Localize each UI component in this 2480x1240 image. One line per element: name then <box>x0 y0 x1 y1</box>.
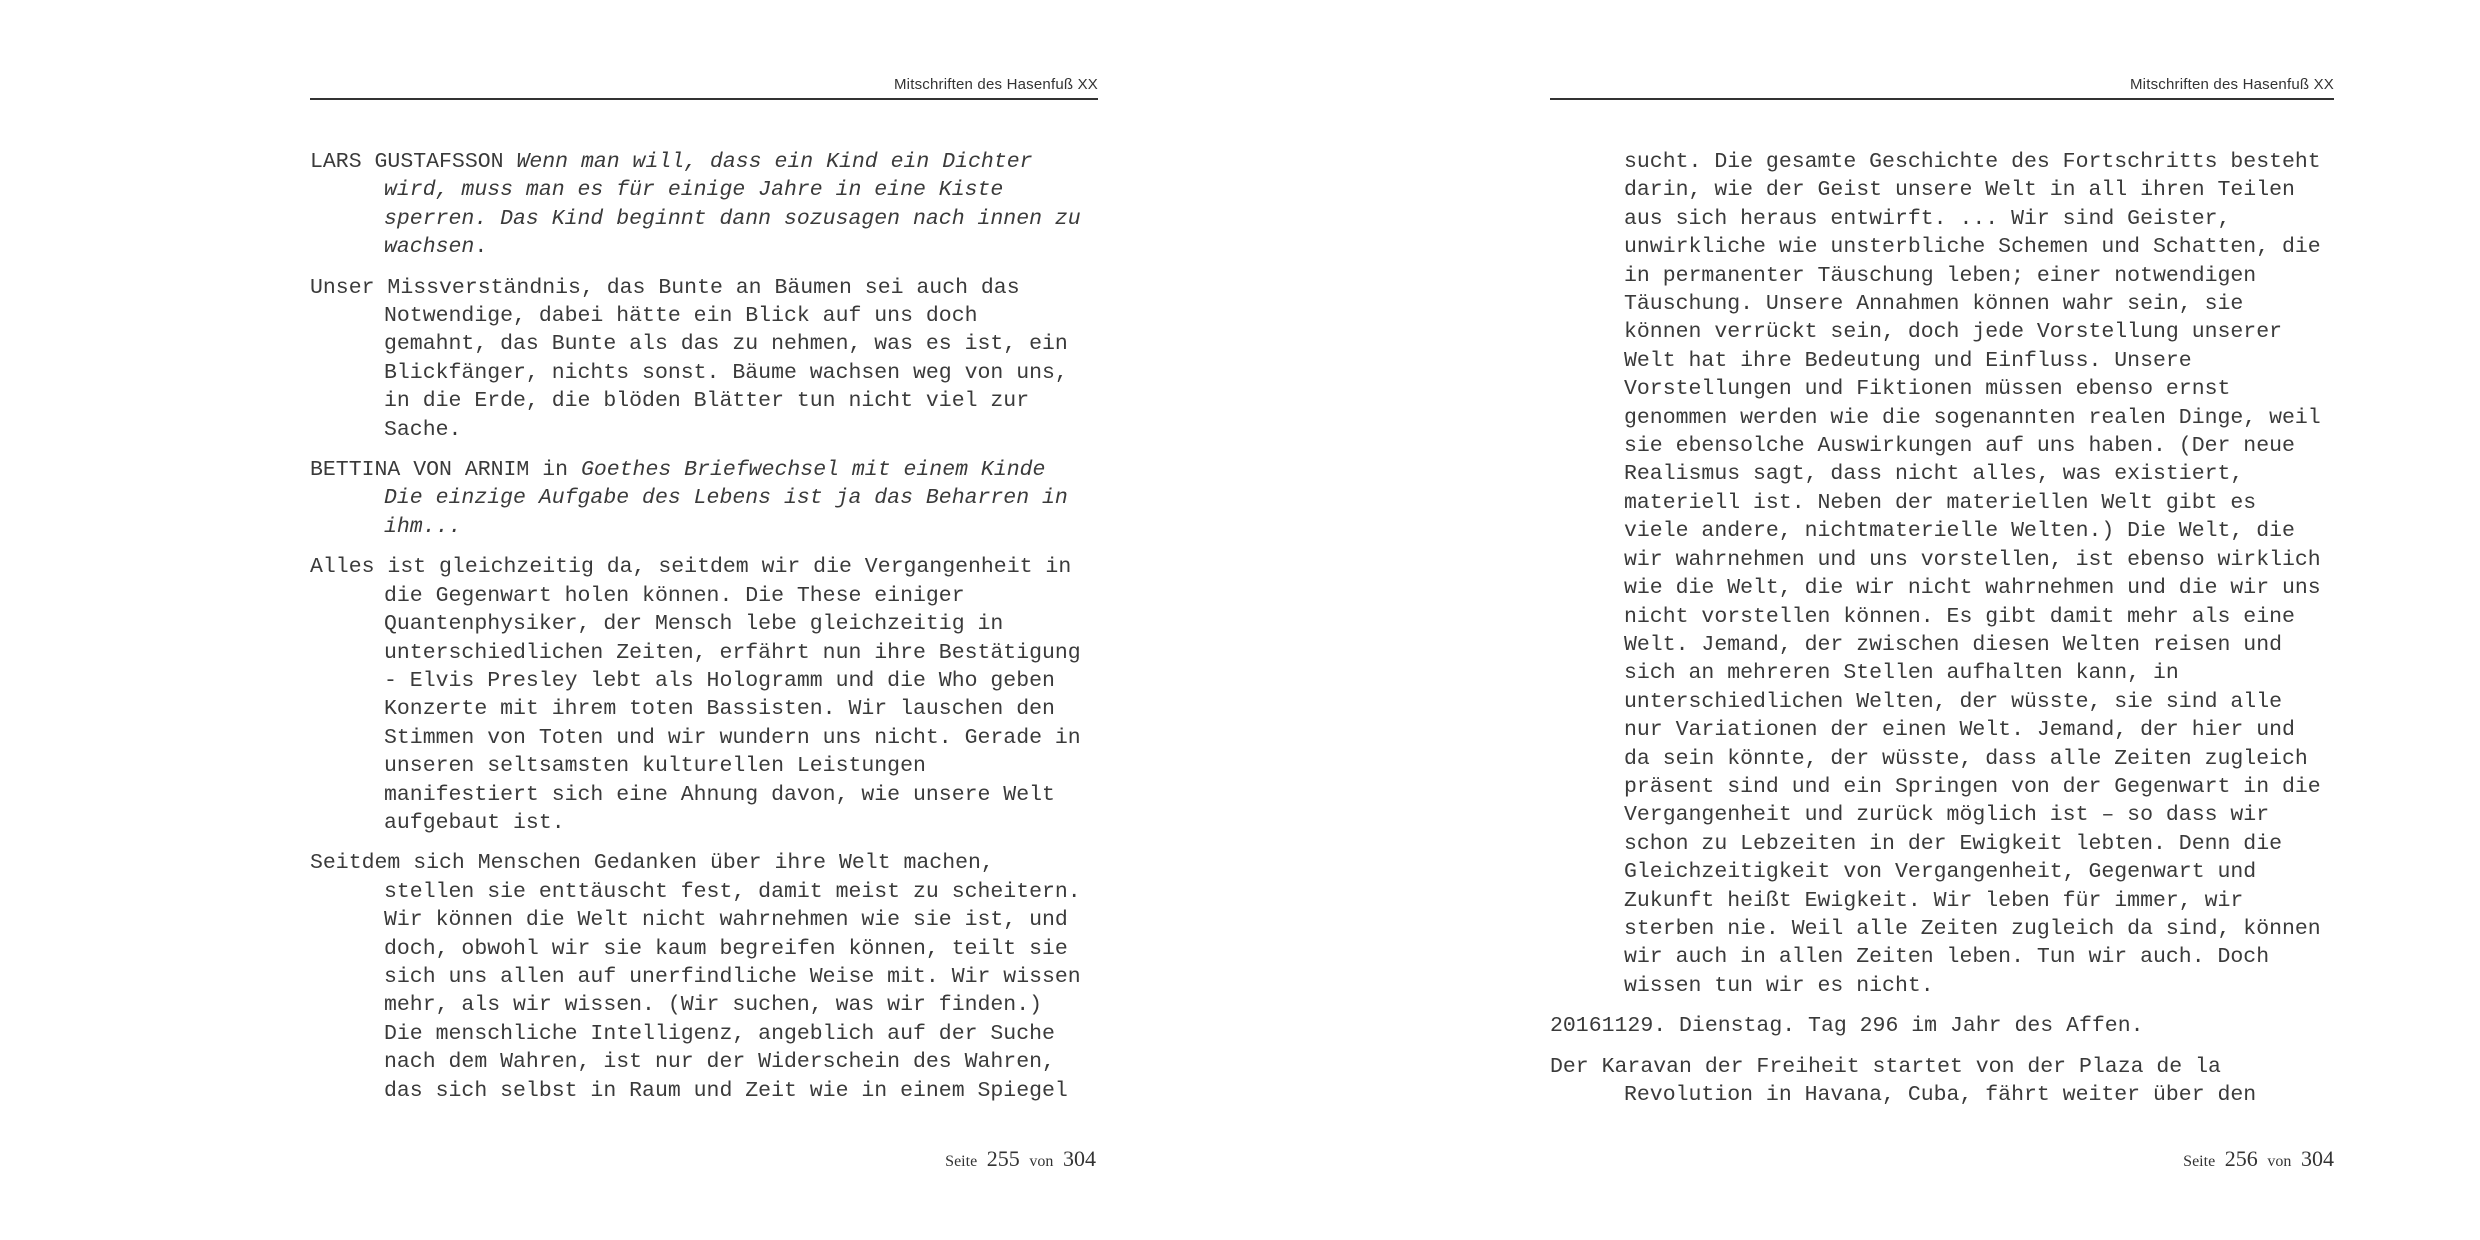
paragraph-line: gemahnt, das Bunte als das zu nehmen, was es ist, ein <box>384 332 1068 357</box>
quote-text: wachsen <box>384 235 475 260</box>
paragraph-line: Vorstellungen und Fiktionen müssen ebenso ernst <box>1624 377 2231 402</box>
paragraph-line: schon zu Lebzeiten in der Ewigkeit lebten. Denn die <box>1624 831 2283 856</box>
entry-arnim <box>310 456 1100 541</box>
paragraph-line: stellen sie enttäuscht fest, damit meist zu scheitern. <box>384 879 1081 904</box>
paragraph-line: Die menschliche Intelligenz, angeblich auf der Suche <box>384 1021 1055 1046</box>
right-body-text <box>1550 148 2340 1121</box>
paragraph-line: Unser Missverständnis, das Bunte an Bäumen sei auch das <box>310 275 1020 300</box>
paragraph-line: Vergangenheit und zurück möglich ist – so dass wir <box>1624 803 2270 828</box>
footer-total-pages: 304 <box>2301 1146 2334 1171</box>
paragraph-line: Der Karavan der Freiheit startet von der Plaza de la <box>1550 1054 2221 1079</box>
quote-text: wird, muss man es für einige Jahre in eine Kiste <box>384 178 1004 203</box>
footer-seite-label: Seite <box>2183 1153 2216 1170</box>
paragraph-line: Alles ist gleichzeitig da, seitdem wir die Vergangenheit in <box>310 555 1072 580</box>
running-header: Mitschriften des Hasenfuß XX <box>1550 76 2334 100</box>
paragraph-line: aufgebaut ist. <box>384 810 565 835</box>
paragraph-line: Wir können die Welt nicht wahrnehmen wie sie ist, und <box>384 908 1068 933</box>
date-heading: 20161129. Dienstag. Tag 296 im Jahr des Affen. <box>1550 1014 2144 1039</box>
paragraph-line: aus sich heraus entwirft. ... Wir sind Geister, <box>1624 206 2231 231</box>
paragraph-line: Notwendige, dabei hätte ein Blick auf uns doch <box>384 304 978 329</box>
paragraph-line: nach dem Wahren, ist nur der Widerschein des Wahren, <box>384 1050 1055 1075</box>
paragraph-line: doch, obwohl wir sie kaum begreifen können, teilt sie <box>384 936 1068 961</box>
footer-von-label: von <box>1029 1153 1054 1170</box>
paragraph-line: materiell ist. Neben der materiellen Welt gibt es <box>1624 490 2257 515</box>
paragraph-line: unterschiedlichen Zeiten, erfährt nun ihre Bestätigung <box>384 640 1081 665</box>
paragraph-line: sucht. Die gesamte Geschichte des Fortschritts besteht <box>1624 150 2321 174</box>
paragraph-line: Stimmen von Toten und wir wundern uns nicht. Gerade in <box>384 725 1081 750</box>
page-footer <box>310 1146 1096 1170</box>
paragraph-line: können verrückt sein, doch jede Vorstellung unserer <box>1624 320 2283 345</box>
paragraph-line: wir wahrnehmen und uns vorstellen, ist ebenso wirklich <box>1624 547 2321 572</box>
footer-von-label: von <box>2267 1153 2292 1170</box>
paragraph-line: Revolution in Havana, Cuba, fährt weiter über den <box>1624 1083 2257 1107</box>
paragraph-line: sich an mehreren Stellen aufhalten kann, in <box>1624 661 2179 686</box>
paragraph-line: Gleichzeitigkeit von Vergangenheit, Gegenwart und <box>1624 860 2257 885</box>
entry-gleichzeitig <box>310 553 1100 837</box>
paragraph-line: nicht vorstellen können. Es gibt damit mehr als eine <box>1624 604 2295 629</box>
paragraph-line: unwirkliche wie unsterbliche Schemen und Schatten, die <box>1624 235 2321 260</box>
entry-continuation <box>1550 148 2340 1000</box>
paragraph-line: in permanenter Täuschung leben; einer notwendigen <box>1624 263 2257 288</box>
paragraph-line: unterschiedlichen Welten, der wüsste, sie sind alle <box>1624 689 2283 714</box>
paragraph-line: Realismus sagt, dass nicht alles, was existiert, <box>1624 462 2244 487</box>
paragraph-line: mehr, als wir wissen. (Wir suchen, was wir finden.) <box>384 993 1043 1018</box>
paragraph-line: Welt hat ihre Bedeutung und Einfluss. Unsere <box>1624 348 2192 373</box>
paragraph-line: viele andere, nichtmaterielle Welten.) Die Welt, die <box>1624 519 2295 544</box>
entry-gustafsson <box>310 148 1100 262</box>
paragraph-line: wie die Welt, die wir nicht wahrnehmen und die wir uns <box>1624 576 2321 601</box>
paragraph-line: sich uns allen auf unerfindliche Weise mit. Wir wissen <box>384 964 1081 989</box>
quote-text: Die einzige Aufgabe des Lebens ist ja das Beharren in <box>384 486 1068 511</box>
paragraph-line: in die Erde, die blöden Blätter tun nicht viel zur <box>384 389 1030 414</box>
paragraph-line: wir auch in allen Zeiten leben. Tun wir auch. Doch <box>1624 945 2270 970</box>
paragraph-line: genommen werden wie die sogenannten realen Dinge, weil <box>1624 405 2321 430</box>
paragraph-line: Welt. Jemand, der zwischen diesen Welten reisen und <box>1624 632 2283 657</box>
paragraph-line: die Gegenwart holen können. Die These einiger <box>384 583 965 608</box>
entry-missverstaendnis <box>310 274 1100 444</box>
paragraph-line: - Elvis Presley lebt als Hologramm und die Who geben <box>384 668 1055 693</box>
entry-date-line <box>1550 1012 2340 1040</box>
paragraph-line: das sich selbst in Raum und Zeit wie in einem Spiegel <box>384 1078 1068 1103</box>
paragraph-line: Zukunft heißt Ewigkeit. Wir leben für immer, wir <box>1624 888 2244 913</box>
paragraph-line: sie ebensolche Auswirkungen auf uns haben. (Der neue <box>1624 434 2295 459</box>
paragraph-line: manifestiert sich eine Ahnung davon, wie unsere Welt <box>384 782 1055 807</box>
paragraph-line: Konzerte mit ihrem toten Bassisten. Wir lauschen den <box>384 697 1055 722</box>
paragraph-line: Sache. <box>384 417 462 442</box>
paragraph-line: nur Variationen der einen Welt. Jemand, der hier und <box>1624 718 2295 743</box>
quote-punct: . <box>474 235 488 260</box>
paragraph-line: präsent sind und ein Springen von der Gegenwart in die <box>1624 774 2321 799</box>
quote-text: Wenn man will, dass ein Kind ein Dichter <box>516 150 1033 174</box>
paragraph-line: wissen tun wir es nicht. <box>1624 973 1934 998</box>
quote-text: ihm... <box>384 514 462 539</box>
entry-karavan <box>1550 1053 2340 1110</box>
paragraph-line: Blickfänger, nichts sonst. Bäume wachsen weg von uns, <box>384 360 1068 385</box>
footer-page-number: 256 <box>2224 1146 2258 1171</box>
paragraph-line: da sein könnte, der wüsste, dass alle Zeiten zugleich <box>1624 746 2308 771</box>
paragraph-line: darin, wie der Geist unsere Welt in all ihren Teilen <box>1624 178 2295 203</box>
footer-total-pages: 304 <box>1063 1146 1096 1171</box>
paragraph-line: Seitdem sich Menschen Gedanken über ihre Welt machen, <box>310 851 994 876</box>
footer-seite-label: Seite <box>945 1153 978 1170</box>
quote-text: sperren. Das Kind beginnt dann sozusagen nach innen zu <box>384 206 1081 231</box>
entry-speaker: BETTINA VON ARNIM in <box>310 458 581 483</box>
paragraph-line: sterben nie. Weil alle Zeiten zugleich da sind, können <box>1624 916 2321 941</box>
paragraph-line: unseren seltsamsten kulturellen Leistungen <box>384 754 926 779</box>
running-header: Mitschriften des Hasenfuß XX <box>310 76 1098 100</box>
right-page <box>1240 0 2480 1240</box>
entry-seitdem <box>310 849 1100 1105</box>
source-title: Goethes Briefwechsel mit einem Kinde <box>580 458 1046 483</box>
footer-page-number: 255 <box>986 1146 1020 1171</box>
left-body-text <box>310 148 1100 1117</box>
paragraph-line: Quantenphysiker, der Mensch lebe gleichzeitig in <box>384 612 1004 637</box>
paragraph-line: Täuschung. Unsere Annahmen können wahr sein, sie <box>1624 292 2244 317</box>
entry-speaker: LARS GUSTAFSSON <box>310 150 517 174</box>
page-footer <box>1550 1146 2334 1170</box>
